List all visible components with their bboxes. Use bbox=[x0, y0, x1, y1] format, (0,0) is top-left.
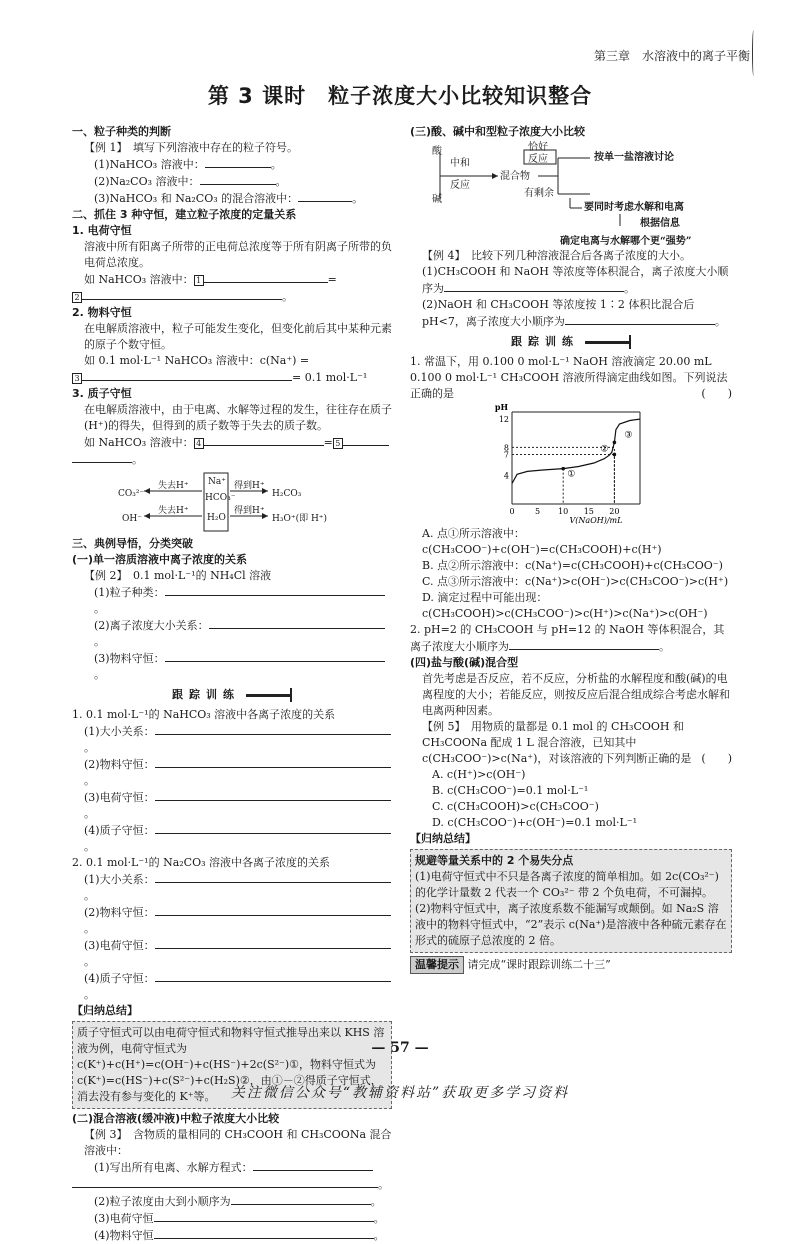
left-column bbox=[72, 124, 392, 1244]
reminder bbox=[410, 956, 732, 974]
header-divider bbox=[752, 30, 755, 76]
option-c: C. c(CH₃COOH)>c(CH₃COO⁻) bbox=[432, 800, 599, 813]
blank-line: (1)粒子种类：。 bbox=[72, 584, 392, 617]
blank-line: 。 bbox=[72, 451, 392, 468]
flow-label: 反应 bbox=[528, 154, 548, 165]
example-2: 【例 2】 0.1 mol·L⁻¹的 NH₄Cl 溶液 bbox=[84, 569, 272, 582]
subheading: 3. 质子守恒 bbox=[72, 387, 132, 400]
guide-line bbox=[512, 454, 614, 504]
blank-line: (3)物料守恒：。 bbox=[72, 650, 392, 683]
flow-label: 中和 bbox=[450, 158, 470, 169]
blank-line: (4)质子守恒：。 bbox=[72, 822, 392, 855]
blank-line: (1)CH₃COOH 和 NaOH 等浓度等体积混合，离子浓度大小顺序为 。 bbox=[422, 265, 729, 295]
blank-line: (3)电荷守恒：。 bbox=[72, 789, 392, 822]
section-heading: 一、粒子种类的判断 bbox=[72, 125, 171, 138]
right-column bbox=[410, 124, 732, 974]
titration-chart bbox=[490, 404, 732, 524]
x-tick-label: 15 bbox=[583, 507, 594, 516]
option-d: D. 滴定过程中可能出现：c(CH₃COOH)>c(CH₃COO⁻)>c(H⁺)>c(Na⁺)>c(OH⁻) bbox=[422, 591, 708, 620]
y-tick-label: 12 bbox=[498, 415, 509, 425]
option-a: A. c(H⁺)>c(OH⁻) bbox=[432, 768, 526, 781]
section-heading: 三、典例导悟，分类突破 bbox=[72, 537, 193, 550]
arrow-label: 失去H⁺ bbox=[158, 506, 189, 516]
titration-curve bbox=[512, 419, 640, 483]
chapter-header: 第三章 水溶液中的离子平衡 bbox=[593, 49, 750, 63]
summary-heading: 【归纳总结】 bbox=[410, 832, 476, 845]
arrowhead bbox=[144, 488, 150, 494]
species-label: Na⁺ bbox=[208, 477, 226, 487]
blank-line: (1)大小关系：。 bbox=[72, 871, 392, 904]
reminder-text: 请完成“课时跟踪训练二十三” bbox=[467, 958, 611, 971]
x-axis-label: V(NaOH)/mL bbox=[569, 516, 623, 524]
blank-line: (2)Na₂CO₃ 溶液中： 。 bbox=[94, 175, 287, 188]
blank-line: (3)NaHCO₃ 和 Na₂CO₃ 的混合溶液中： 。 bbox=[94, 192, 364, 205]
blank-line: (2)物料守恒：。 bbox=[72, 756, 392, 789]
species-label: OH⁻ bbox=[122, 514, 142, 524]
footer-note: 关注微信公众号“教辅资料站”获取更多学习资料 bbox=[230, 1085, 570, 1101]
summary-point: (2)物料守恒式中，离子浓度系数不能漏写或颠倒。如 Na₂S 溶液中的物料守恒式中，“2”表示 c(Na⁺)是溶液中各种硫元素存在形式的硫原子总浓度的 2 倍。 bbox=[415, 902, 727, 947]
blank-line: (1)大小关系：。 bbox=[72, 723, 392, 756]
paragraph: 在电解质溶液中，粒子可能发生变化，但变化前后其中某种元素的原子个数守恒。 bbox=[84, 322, 392, 351]
blank-line: (2)粒子浓度由大到小顺序为 。 bbox=[94, 1195, 382, 1208]
flow-label: 恰好 bbox=[528, 142, 548, 153]
species-label: HCO₃⁻ bbox=[205, 493, 236, 503]
y-tick-label: 7 bbox=[503, 450, 509, 460]
y-axis-label: pH bbox=[494, 404, 508, 412]
summary-heading: 【归纳总结】 bbox=[72, 1004, 138, 1017]
example-1: 【例 1】 填写下列溶液中存在的粒子符号。 bbox=[84, 141, 298, 154]
point-label: ③ bbox=[624, 430, 633, 441]
blank-line: 如 NaHCO₃ 溶液中： 1 = bbox=[84, 273, 337, 286]
question-2: 2. pH=2 的 CH₃COOH 与 pH=12 的 NaOH 等体积混合，其离子浓度大小顺序为 。 bbox=[410, 623, 725, 653]
species-label: CO₃²⁻ bbox=[118, 489, 145, 499]
flow-label: 按单一盐溶液讨论 bbox=[594, 152, 674, 163]
blank-line: (2)NaOH 和 CH₃COOH 等浓度按 1∶2 体积比混合后 pH<7，离子浓度大小顺序为 。 bbox=[422, 298, 726, 328]
blank-line: (3)电荷守恒 。 bbox=[94, 1212, 385, 1225]
blank-line: 3 = 0.1 mol·L⁻¹ bbox=[72, 369, 392, 386]
curve-point bbox=[613, 441, 617, 445]
arrow-label: 失去H⁺ bbox=[158, 481, 189, 491]
arrowhead bbox=[492, 173, 498, 179]
species-label: H₂O bbox=[207, 513, 226, 523]
subheading: (四)盐与酸(碱)混合型 bbox=[410, 656, 519, 669]
option-c: C. 点③所示溶液中：c(Na⁺)>c(OH⁻)>c(CH₃COO⁻)>c(H⁺) bbox=[422, 575, 729, 588]
blank-line: (1)写出所有电离、水解方程式： bbox=[72, 1159, 392, 1176]
chart-svg bbox=[490, 404, 650, 524]
x-tick-label: 5 bbox=[535, 507, 541, 516]
point-label: ② bbox=[600, 444, 609, 455]
flow-label: 要同时考虑水解和电离 bbox=[584, 202, 684, 213]
page-title: 第 3 课时 粒子浓度大小比较知识整合 bbox=[207, 84, 593, 108]
summary-point: (1)电荷守恒式中不只是各离子浓度的简单相加。如 2c(CO₃²⁻)的化学计量数 2 代表一个 CO₃²⁻ 带 2 个负电荷，不可漏掉。 bbox=[415, 870, 719, 899]
curve-point bbox=[613, 453, 617, 457]
summary-box bbox=[410, 849, 732, 953]
species-label: H₂CO₃ bbox=[272, 489, 302, 499]
blank-line: (4)质子守恒：。 bbox=[72, 970, 392, 1003]
blank-line: (1)NaHCO₃ 溶液中： 。 bbox=[94, 158, 282, 171]
x-tick-label: 10 bbox=[558, 507, 569, 516]
subheading: (三)酸、碱中和型粒子浓度大小比较 bbox=[410, 125, 586, 138]
flow-label: 碱 bbox=[432, 194, 442, 205]
paragraph: 溶液中所有阳离子所带的正电荷总浓度等于所有阴离子所带的负电荷总浓度。 bbox=[84, 240, 392, 269]
point-label: ① bbox=[567, 469, 576, 480]
paragraph: 首先考虑是否反应，若不反应，分析盐的水解程度和酸(碱)的电离程度的大小；若能反应，则按反应后混合组成综合考虑水解和电离两种因素。 bbox=[422, 672, 730, 717]
exercise-1: 1. 0.1 mol·L⁻¹的 NaHCO₃ 溶液中各离子浓度的关系 bbox=[72, 708, 336, 721]
flow-label: 酸 bbox=[432, 146, 442, 157]
example-3: 【例 3】 含物质的量相同的 CH₃COOH 和 CH₃COONa 混合溶液中： bbox=[84, 1128, 392, 1157]
proton-diagram bbox=[72, 472, 392, 532]
summary-subheading: 规避等量关系中的 2 个易失分点 bbox=[415, 854, 574, 867]
subheading: 1. 电荷守恒 bbox=[72, 224, 132, 237]
arrow-label: 得到H⁺ bbox=[234, 506, 265, 516]
blank-line: 。 bbox=[72, 1176, 392, 1193]
curve-point bbox=[561, 467, 565, 471]
flow-label: 确定电离与水解哪个更“强势” bbox=[560, 236, 692, 247]
guide-line bbox=[512, 447, 614, 504]
subheading: 2. 物料守恒 bbox=[72, 306, 132, 319]
example-4: 【例 4】 比较下列几种溶液混合后各离子浓度的大小。 bbox=[422, 249, 691, 262]
option-a: A. 点①所示溶液中：c(CH₃COO⁻)+c(OH⁻)=c(CH₃COOH)+c(H⁺) bbox=[422, 527, 662, 556]
tracking-heading: 跟踪训练 bbox=[72, 687, 392, 703]
blank-line: (4)物料守恒 。 bbox=[94, 1229, 385, 1242]
summary-box: 质子守恒式可以由电荷守恒式和物料守恒式推导出来以 KHS 溶液为例，电荷守恒式为 c(K⁺)+c(H⁺)=c(OH⁻)+c(HS⁻)+2c(S²⁻)①，物料守恒式为 c(K⁺)=c(HS⁻)+c(S²⁻)+c(H₂S)②，由①－②得质子守恒式，消去没有参与变化的 K⁺等。 bbox=[72, 1021, 392, 1109]
subheading: (一)单一溶质溶液中离子浓度的关系 bbox=[72, 553, 248, 566]
option-d: D. c(CH₃COO⁻)+c(OH⁻)=0.1 mol·L⁻¹ bbox=[432, 816, 638, 829]
blank-line: (2)物料守恒：。 bbox=[72, 904, 392, 937]
x-tick-label: 20 bbox=[609, 507, 620, 516]
option-b: B. c(CH₃COO⁻)=0.1 mol·L⁻¹ bbox=[432, 784, 589, 797]
blank-line: 2 。 bbox=[72, 288, 392, 305]
reminder-label: 温馨提示 bbox=[410, 956, 464, 974]
species-label: H₃O⁺(即 H⁺) bbox=[272, 514, 328, 524]
flow-label: 根据信息 bbox=[640, 218, 680, 229]
page-number: — 57 — bbox=[371, 1040, 429, 1056]
y-tick-label: 4 bbox=[503, 471, 509, 481]
neutralization-flowchart bbox=[410, 140, 732, 247]
blank-line: 如 NaHCO₃ 溶液中： 4 = 5 bbox=[72, 434, 392, 451]
exercise-2: 2. 0.1 mol·L⁻¹的 Na₂CO₃ 溶液中各离子浓度的关系 bbox=[72, 856, 330, 869]
blank-line: (3)电荷守恒：。 bbox=[72, 937, 392, 970]
subheading: (二)混合溶液(缓冲液)中粒子浓度大小比较 bbox=[72, 1112, 280, 1125]
flow-label: 有剩余 bbox=[524, 188, 554, 199]
tracking-heading: 跟踪训练 bbox=[410, 334, 732, 350]
arrow-label: 得到H⁺ bbox=[234, 481, 265, 491]
flow-label: 混合物 bbox=[500, 171, 530, 182]
paragraph: 在电解质溶液中，由于电离、水解等过程的发生，往往存在质子(H⁺)的得失，但得到的质子数等于失去的质子数。 bbox=[84, 403, 392, 432]
question-1: 1. 常温下，用 0.100 0 mol·L⁻¹ NaOH 溶液滴定 20.00 mL 0.100 0 mol·L⁻¹ CH₃COOH 溶液所得滴定曲线如图。下列说法正确的是 ( ) bbox=[410, 355, 732, 400]
example-5: 【例 5】 用物质的量都是 0.1 mol 的 CH₃COOH 和 CH₃COONa 配成 1 L 混合溶液，已知其中 c(CH₃COO⁻)>c(Na⁺)，对该溶液的下列判断正确的是 ( ) bbox=[422, 720, 732, 765]
y-tick-label: 8 bbox=[503, 443, 509, 453]
x-tick-label: 0 bbox=[509, 507, 515, 516]
option-b: B. 点②所示溶液中：c(Na⁺)=c(CH₃COOH)+c(CH₃COO⁻) bbox=[422, 559, 723, 572]
blank-line: (2)离子浓度大小关系：。 bbox=[72, 617, 392, 650]
blank-line: 如 0.1 mol·L⁻¹ NaHCO₃ 溶液中：c(Na⁺) = bbox=[84, 354, 310, 367]
arrowhead bbox=[144, 513, 150, 519]
section-heading: 二、抓住 3 种守恒，建立粒子浓度的定量关系 bbox=[72, 208, 297, 221]
flow-label: 反应 bbox=[450, 180, 470, 191]
